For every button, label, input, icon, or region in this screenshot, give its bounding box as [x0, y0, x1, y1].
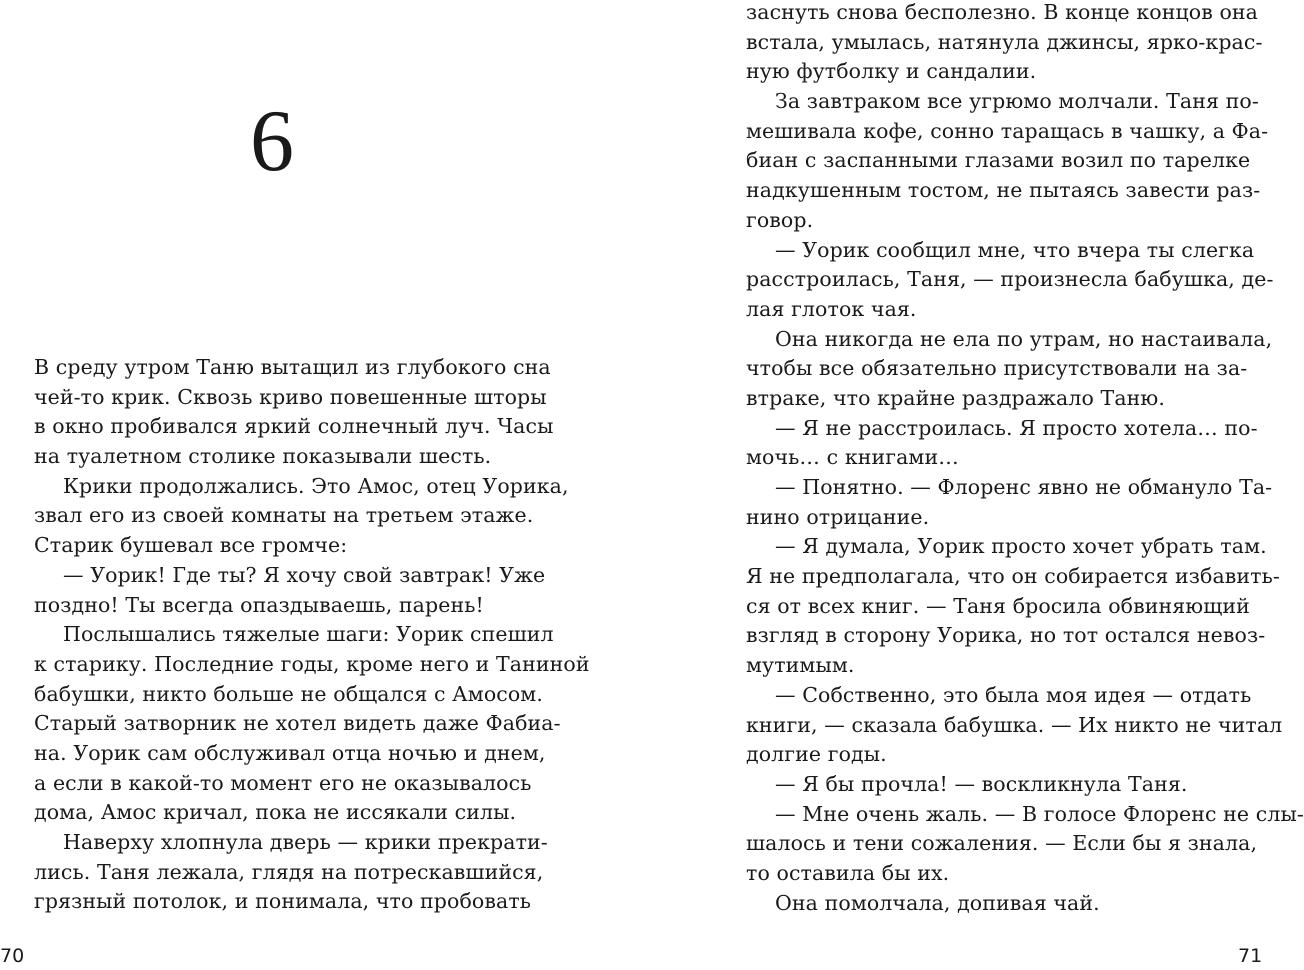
text-line: мешивала кофе, сонно таращась в чашку, а Фа-	[746, 118, 1269, 143]
text-line: Она помолчала, допивая чай.	[775, 890, 1100, 915]
left-page	[0, 0, 628, 970]
text-line: Наверху хлопнула дверь — крики прекрати-	[63, 830, 548, 854]
right-page	[628, 0, 1304, 970]
text-line: мутимым.	[746, 653, 855, 678]
text-line: то оставила бы их.	[746, 860, 950, 885]
text-line: Старый затворник не хотел видеть даже Фабиа-	[34, 711, 561, 736]
text-line: — Уорик сообщил мне, что вчера ты слегка	[775, 237, 1255, 262]
text-line: взгляд в сторону Уорика, но тот остался невоз-	[746, 623, 1266, 648]
text-line: Послышались тяжелые шаги: Уорик спешил	[63, 622, 554, 647]
chapter-number: 6	[250, 93, 294, 190]
text-line: расстроилась, Таня, — произнесла бабушка, де-	[746, 267, 1274, 292]
text-line: чтобы все обязательно присутствовали на за-	[746, 356, 1248, 381]
text-line: грязный потолок, и понимала, что пробовать	[34, 889, 532, 914]
page-number-right: 71	[1238, 945, 1263, 967]
text-line: надкушенным тостом, не пытаясь завести раз-	[746, 178, 1261, 203]
text-line: Она никогда не ела по утрам, но настаивала,	[775, 326, 1273, 351]
text-line: долгие годы.	[746, 742, 887, 767]
text-line: — Я бы прочла! — воскликнула Таня.	[775, 771, 1188, 796]
text-line: Я не предполагала, что он собирается избавить-	[746, 564, 1280, 589]
text-line: лись. Таня лежала, глядя на потрескавшийся,	[34, 859, 544, 884]
text-line: — Я думала, Уорик просто хочет убрать там.	[775, 534, 1267, 559]
text-line: звал его из своей комнаты на третьем этаже.	[34, 503, 534, 528]
text-line: в окно пробивался яркий солнечный луч. Часы	[34, 414, 554, 439]
text-line: заснуть снова бесполезно. В конце концов она	[746, 0, 1258, 24]
text-line: на. Уорик сам обслуживал отца ночью и днем,	[34, 740, 546, 765]
text-line: бабушки, никто больше не общался с Амосом.	[34, 681, 543, 706]
text-line: лая глоток чая.	[746, 296, 917, 321]
text-line: Старик бушевал все громче:	[34, 533, 348, 558]
text-line: — Мне очень жаль. — В голосе Флоренс не слы-	[775, 801, 1304, 826]
text-line: шалось и тени сожаления. — Если бы я знала,	[746, 831, 1258, 856]
text-line: ся от всех книг. — Таня бросила обвиняющий	[746, 593, 1250, 618]
text-line: говор.	[746, 207, 814, 232]
text-line: книги, — сказала бабушка. — Их никто не читал	[746, 712, 1283, 737]
text-line: втраке, что крайне раздражало Таню.	[746, 385, 1165, 410]
text-line: — Уорик! Где ты? Я хочу свой завтрак! Уже	[63, 562, 546, 587]
right-page-text	[746, 0, 1304, 918]
text-line: нино отрицание.	[746, 504, 930, 529]
text-line: поздно! Ты всегда опаздываешь, парень!	[34, 592, 484, 617]
text-line: В среду утром Таню вытащил из глубокого сна	[34, 355, 551, 379]
text-line: на туалетном столике показывали шесть.	[34, 444, 492, 469]
text-line: Крики продолжались. Это Амос, отец Уорика,	[63, 473, 569, 498]
text-line: За завтраком все угрюмо молчали. Таня по-	[775, 89, 1259, 114]
text-line: дома, Амос кричал, пока не иссякали силы.	[34, 800, 517, 825]
text-line: — Собственно, это была моя идея — отдать	[775, 682, 1252, 707]
text-line: чей-то крик. Сквозь криво повешенные шторы	[34, 384, 547, 409]
text-line: а если в какой-то момент его не оказывалось	[34, 770, 532, 795]
text-line: — Я не расстроилась. Я просто хотела… по-	[775, 415, 1258, 440]
text-line: к старику. Последние годы, кроме него и Таниной	[34, 651, 590, 676]
text-line: встала, умылась, натянула джинсы, ярко-крас-	[746, 29, 1263, 54]
text-line: — Понятно. — Флоренс явно не обмануло Та-	[775, 475, 1273, 499]
text-line: биан с заспанными глазами возил по тарелке	[746, 148, 1251, 173]
page-number-left: 70	[0, 945, 25, 967]
left-page-text	[34, 353, 590, 917]
text-line: мочь… с книгами…	[746, 445, 959, 470]
text-line: ную футболку и сандалии.	[746, 59, 1037, 84]
